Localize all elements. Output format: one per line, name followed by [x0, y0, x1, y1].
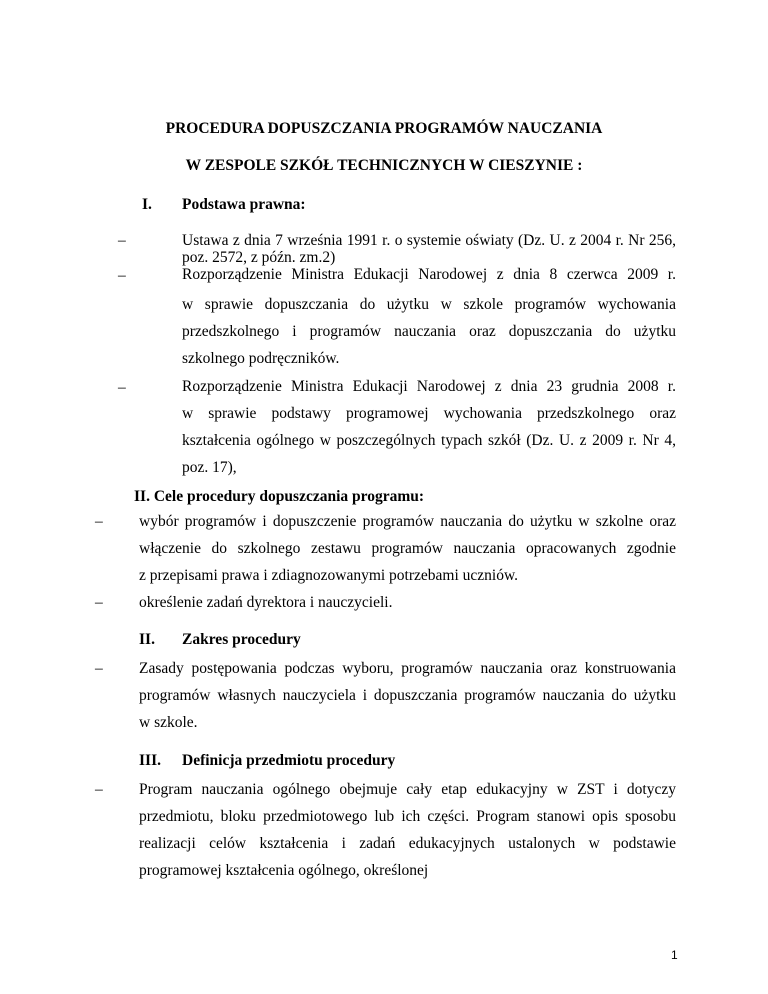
list-bullet: –	[118, 379, 126, 396]
list-item-line: poz. 17),	[182, 459, 237, 476]
list-item-line: programowej kształcenia ogólnego, określonej	[139, 862, 429, 879]
list-item-line: Rozporządzenie Ministra Edukacji Narodowej z dnia 23 grudnia 2008 r.	[182, 378, 676, 395]
section-heading: II. Cele procedury dopuszczania programu:	[134, 488, 425, 505]
list-item-line: Rozporządzenie Ministra Edukacji Narodowej z dnia 8 czerwca 2009 r.	[182, 266, 676, 283]
section-number: III.	[139, 752, 161, 769]
list-item-line: kształcenia ogólnego w poszczególnych typach szkół (Dz. U. z 2009 r. Nr 4,	[182, 432, 676, 449]
list-bullet: –	[95, 781, 103, 798]
list-item-line: Ustawa z dnia 7 września 1991 r. o systemie oświaty (Dz. U. z 2004 r. Nr 256,	[182, 232, 676, 249]
list-item-line: wybór programów i dopuszczenie programów nauczania do użytku w szkolne oraz	[139, 513, 676, 530]
list-bullet: –	[118, 267, 126, 284]
page-title: PROCEDURA DOPUSZCZANIA PROGRAMÓW NAUCZANIA	[165, 120, 603, 137]
list-item-line: realizacji celów kształcenia i zadań edukacyjnych ustalonych w podstawie	[139, 835, 676, 852]
list-item-line: poz. 2572, z późn. zm.2)	[182, 249, 336, 266]
list-bullet: –	[118, 232, 126, 249]
section-number: I.	[142, 196, 152, 213]
list-item-line: przedszkolnego i programów nauczania oraz dopuszczania do użytku	[182, 323, 676, 340]
list-bullet: –	[95, 660, 103, 677]
list-item-line: określenie zadań dyrektora i nauczycieli.	[139, 594, 393, 611]
list-item-line: przedmiotu, bloku przedmiotowego lub ich części. Program stanowi opis sposobu	[139, 808, 676, 825]
page-number: 1	[671, 948, 678, 962]
list-item-line: włączenie do szkolnego zestawu programów nauczania opracowanych zgodnie	[139, 540, 676, 557]
section-heading: Podstawa prawna:	[182, 196, 306, 213]
list-item-line: szkolnego podręczników.	[182, 350, 340, 367]
section-number: II.	[139, 631, 155, 648]
list-bullet: –	[95, 513, 103, 530]
list-item-line: w szkole.	[139, 714, 198, 731]
page-subtitle: W ZESPOLE SZKÓŁ TECHNICZNYCH W CIESZYNIE :	[185, 157, 583, 174]
list-item-line: z przepisami prawa i zdiagnozowanymi potrzebami uczniów.	[139, 567, 519, 584]
list-item-line: Program nauczania ogólnego obejmuje cały etap edukacyjny w ZST i dotyczy	[139, 781, 676, 798]
list-item-line: w sprawie dopuszczania do użytku w szkole programów wychowania	[182, 296, 676, 313]
list-item-line: Zasady postępowania podczas wyboru, programów nauczania oraz konstruowania	[139, 660, 676, 677]
list-item-line: w sprawie podstawy programowej wychowania przedszkolnego oraz	[182, 405, 676, 422]
section-heading: Definicja przedmiotu procedury	[182, 752, 396, 769]
list-item-line: programów własnych nauczyciela i dopuszczania programów nauczania do użytku	[139, 687, 676, 704]
list-bullet: –	[95, 594, 103, 611]
section-heading: Zakres procedury	[182, 631, 301, 648]
